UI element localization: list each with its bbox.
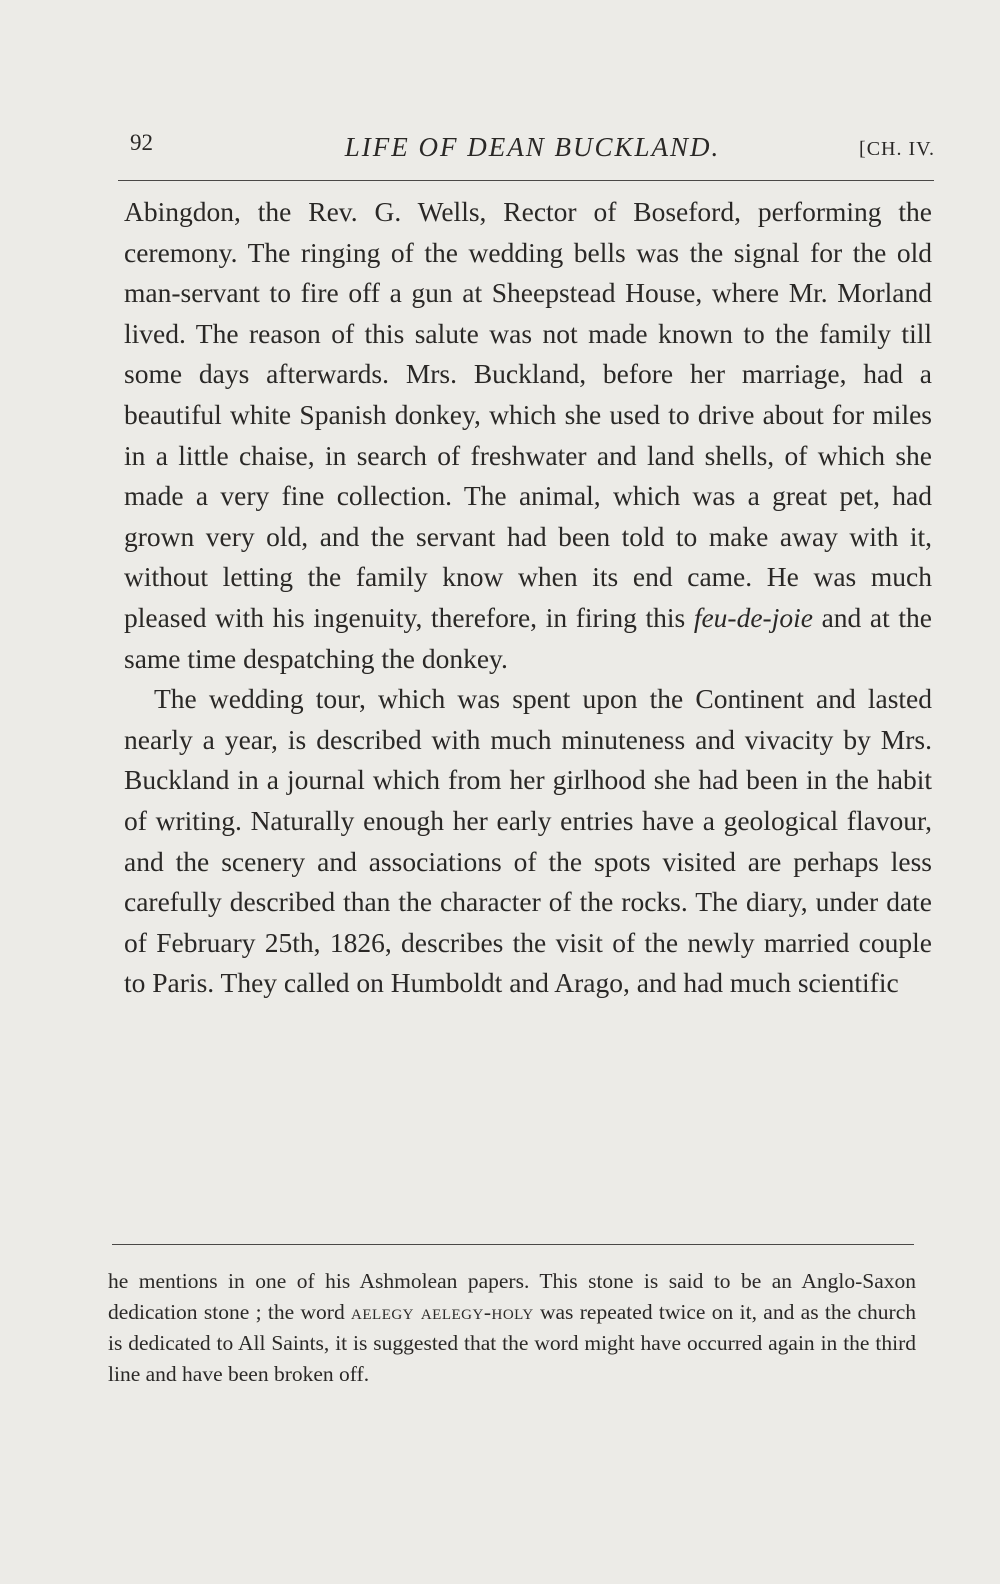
paragraph-1-italic: feu-de-joie: [693, 601, 813, 633]
footnote-text-b: was repeated twice on it, and as the church is dedicated to All Saints, it is suggested that the word might have occurred again in the third line and have been broken off.: [108, 1300, 916, 1386]
main-text: [124, 192, 932, 1004]
page-number: 92: [130, 130, 153, 155]
paragraph-1-text-b: and at the same time despatching the donkey.: [124, 601, 932, 674]
footnote-text-a: he mentions in one of his Ashmolean papers. This stone is said to be an Anglo-Saxon dedication stone ; the word: [108, 1269, 916, 1324]
paragraph-1: [124, 192, 932, 679]
footnote-small-caps: aelegy aelegy-holy: [351, 1300, 534, 1324]
footnote-paragraph: [108, 1266, 916, 1390]
footnote: [108, 1266, 916, 1390]
chapter-label: [CH. IV.: [859, 138, 935, 160]
paragraph-1-text-a: Abingdon, the Rev. G. Wells, Rector of Boseford, performing the ceremony. The ringing of the wedding bells was the signal for the old man-servant to fire off a gun at Sheepstead House, where Mr. Morland lived. The reason of this salute was not made known to the family till some days afterwards. Mrs. Buckland, before her marriage, had a beautiful white Spanish donkey, which she used to drive about for miles in a little chaise, in search of freshwater and land shells, of which she made a very fine collection. The animal, which was a great pet, had grown very old, and the servant had been told to make away with it, without letting the family know when its end came. He was much pleased with his ingenuity, therefore, in firing this: [124, 196, 932, 633]
running-title: LIFE OF DEAN BUCKLAND.: [344, 132, 721, 162]
footnote-rule: [112, 1244, 914, 1245]
page-header: [130, 126, 935, 176]
header-rule: [118, 180, 934, 181]
paragraph-2: The wedding tour, which was spent upon the Continent and lasted nearly a year, is described with much minuteness and vivacity by Mrs. Buckland in a journal which from her girlhood she had been in the habit of writing. Naturally enough her early entries have a geological flavour, and the scenery and associations of the spots visited are perhaps less carefully described than the character of the rocks. The diary, under date of February 25th, 1826, describes the visit of the newly married couple to Paris. They called on Humboldt and Arago, and had much scientific: [124, 683, 932, 999]
